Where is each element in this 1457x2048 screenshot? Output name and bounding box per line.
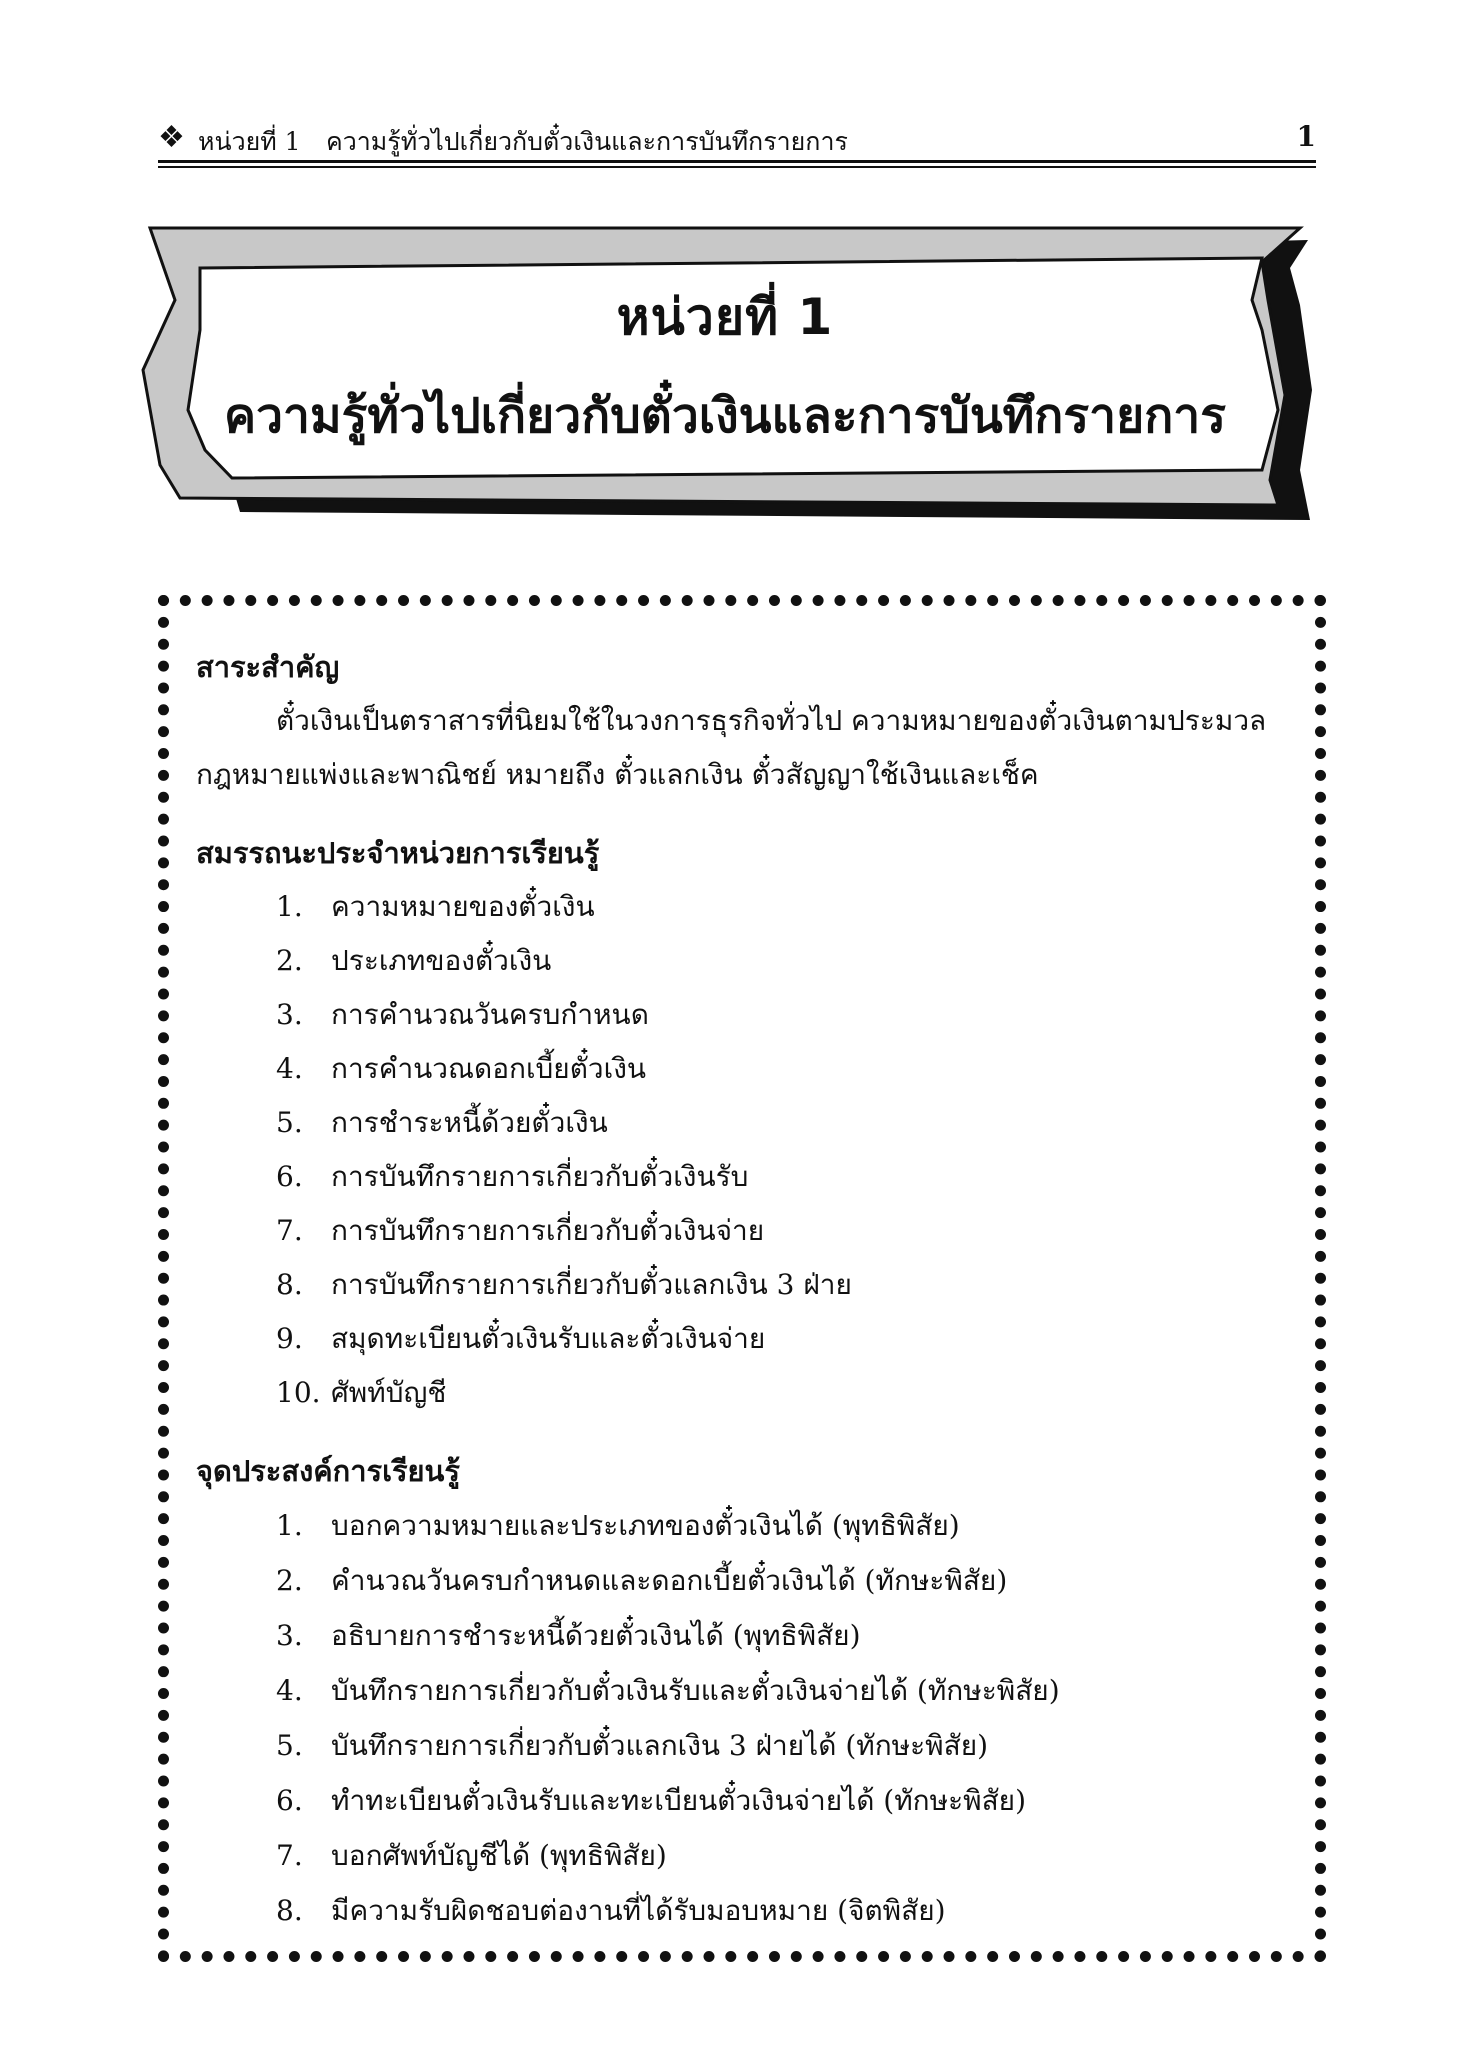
chapter-banner: [0, 0, 1457, 560]
page-number: 1: [1296, 120, 1316, 153]
diamond-icon: ❖: [158, 120, 185, 155]
essence-line-1: ตั๋วเงินเป็นตราสารที่นิยมใช้ในวงการธุรกิจทั่วไป ความหมายของตั๋วเงินตามประมวล: [276, 704, 1267, 737]
list-item: 2. ประเภทของตั๋วเงิน: [276, 944, 552, 977]
list-item: 8. มีความรับผิดชอบต่องานที่ได้รับมอบหมาย (จิตพิสัย): [276, 1894, 946, 1927]
list-item: 3. อธิบายการชำระหนี้ด้วยตั๋วเงินได้ (พุทธิพิสัย): [276, 1619, 861, 1652]
chapter-title: ความรู้ทั่วไปเกี่ยวกับตั๋วเงินและการบันทึกรายการ: [223, 388, 1227, 444]
section-title-essence: สาระสำคัญ: [196, 650, 340, 684]
list-item: 6. การบันทึกรายการเกี่ยวกับตั๋วเงินรับ: [276, 1160, 749, 1193]
summary-content: [196, 640, 1276, 1938]
header-unit: หน่วยที่ 1: [198, 127, 301, 156]
section-title-competencies: สมรรถนะประจำหน่วยการเรียนรู้: [196, 836, 600, 870]
list-item: 4. การคำนวณดอกเบี้ยตั๋วเงิน: [276, 1052, 646, 1085]
list-item: 7. การบันทึกรายการเกี่ยวกับตั๋วเงินจ่าย: [276, 1214, 765, 1247]
list-item: 6. ทำทะเบียนตั๋วเงินรับและทะเบียนตั๋วเงินจ่ายได้ (ทักษะพิสัย): [276, 1784, 1026, 1817]
header-title: ความรู้ทั่วไปเกี่ยวกับตั๋วเงินและการบันทึกรายการ: [326, 127, 848, 156]
list-item: 3. การคำนวณวันครบกำหนด: [276, 998, 649, 1031]
competency-list: [196, 880, 1276, 1420]
list-item: 8. การบันทึกรายการเกี่ยวกับตั๋วแลกเงิน 3 ฝ่าย: [276, 1268, 852, 1301]
list-item: 9. สมุดทะเบียนตั๋วเงินรับและตั๋วเงินจ่าย: [276, 1322, 766, 1355]
list-item: 5. การชำระหนี้ด้วยตั๋วเงิน: [276, 1106, 608, 1139]
list-item: 2. คำนวณวันครบกำหนดและดอกเบี้ยตั๋วเงินได้ (ทักษะพิสัย): [276, 1564, 1008, 1597]
list-item: 10. ศัพท์บัญชี: [276, 1376, 447, 1409]
list-item: 7. บอกศัพท์บัญชีได้ (พุทธิพิสัย): [276, 1839, 667, 1872]
essence-line-2: กฎหมายแพ่งและพาณิชย์ หมายถึง ตั๋วแลกเงิน ตั๋วสัญญาใช้เงินและเช็ค: [196, 758, 1039, 791]
chapter-number: หน่วยที่ 1: [616, 288, 834, 346]
section-title-objectives: จุดประสงค์การเรียนรู้: [196, 1454, 460, 1488]
objective-list: [196, 1498, 1276, 1938]
list-item: 1. ความหมายของตั๋วเงิน: [276, 890, 595, 923]
list-item: 4. บันทึกรายการเกี่ยวกับตั๋วเงินรับและตั๋วเงินจ่ายได้ (ทักษะพิสัย): [276, 1674, 1060, 1707]
list-item: 1. บอกความหมายและประเภทของตั๋วเงินได้ (พุทธิพิสัย): [276, 1509, 960, 1542]
list-item: 5. บันทึกรายการเกี่ยวกับตั๋วแลกเงิน 3 ฝ่ายได้ (ทักษะพิสัย): [276, 1729, 989, 1762]
